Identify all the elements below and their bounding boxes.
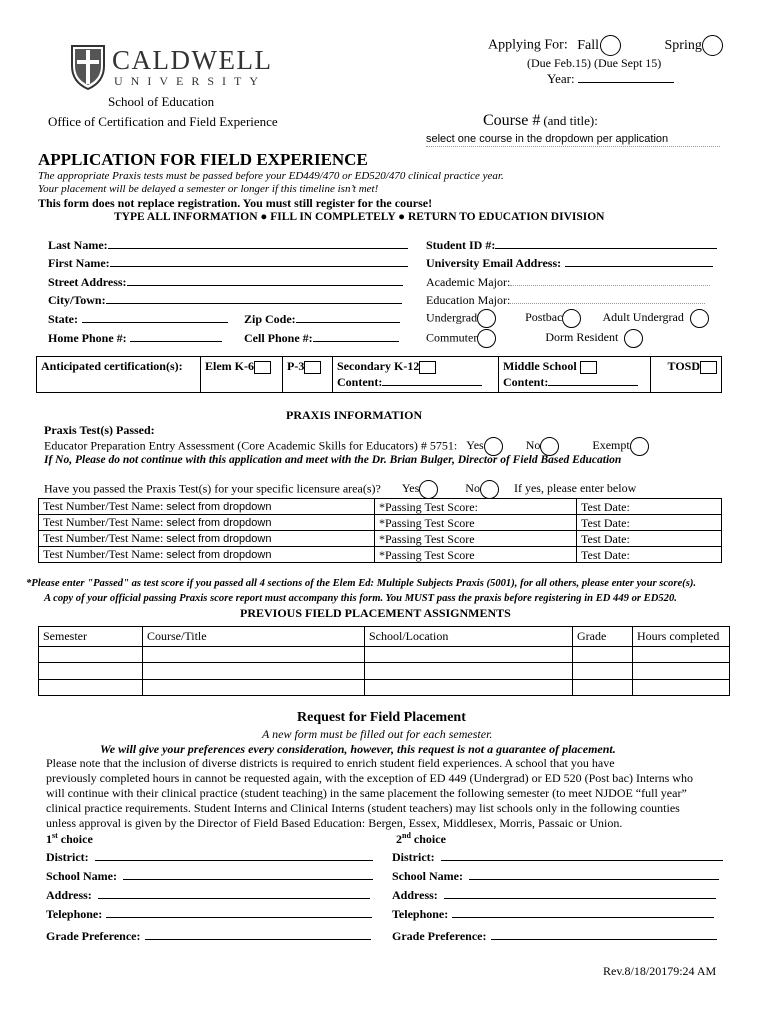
street-row — [48, 274, 403, 290]
city-field[interactable] — [106, 292, 402, 304]
test-name-cell — [39, 515, 375, 531]
state-row — [48, 311, 228, 327]
academic-major-row — [426, 274, 710, 290]
first-name-field[interactable] — [110, 255, 408, 267]
secondary-content-label: Content: — [337, 375, 383, 389]
second-choice-word: choice — [410, 832, 446, 846]
elem-label: Elem K-6 — [205, 359, 254, 373]
course-label-row — [483, 112, 598, 130]
cell[interactable] — [573, 680, 633, 696]
table-row — [39, 627, 730, 647]
school-2-label: School Name: — [392, 869, 463, 883]
education-major-label: Education Major: — [426, 293, 511, 307]
elem-checkbox[interactable] — [254, 361, 271, 374]
street-field[interactable] — [127, 274, 403, 286]
email-row — [426, 255, 713, 271]
test-name-dropdown[interactable]: select from dropdown — [166, 517, 272, 529]
praxis-note-1: *Please enter "Passed" as test score if you passed all 4 sections of the Elem Ed: Multiple Subjects Praxis (5001), for all others, please enter your score(s). — [26, 578, 697, 589]
adult-undergrad-label: Adult Undergrad — [602, 310, 684, 325]
licensure-yes-label: Yes — [401, 481, 420, 496]
request-sub-2: We will give your preferences every consideration, however, this request is not a guarantee of placement. — [100, 742, 616, 756]
table-row — [39, 547, 722, 563]
first-name-row — [48, 255, 408, 271]
cell-phone-row — [244, 330, 399, 346]
district-2-row — [392, 849, 723, 865]
entry-yes-label: Yes — [466, 438, 484, 453]
district-1-row — [46, 849, 373, 865]
state-field[interactable] — [82, 311, 228, 323]
request-para-2: previously completed hours in cannot be requested again, with the exception of ED 449 (Undergrad) or ED 520 (Post bac) Interns who — [46, 771, 693, 785]
email-label: University Email Address: — [426, 256, 562, 270]
column-header: Grade — [573, 627, 633, 647]
academic-major-dropdown[interactable] — [510, 274, 710, 286]
entry-assessment-label: Educator Preparation Entry Assessment (Core Academic Skills for Educators) # 5751: — [44, 438, 458, 453]
year-label: Year: — [547, 71, 575, 86]
intro-line-1: The appropriate Praxis tests must be passed before your ED449/470 or ED520/470 clinical practice year. — [38, 170, 504, 182]
table-row — [39, 515, 722, 531]
commuter-radio[interactable] — [477, 329, 496, 348]
test-name-dropdown[interactable]: select from dropdown — [166, 533, 272, 545]
second-choice-heading — [396, 831, 446, 847]
school-1-field[interactable] — [123, 868, 373, 880]
city-row — [48, 292, 402, 308]
grade-1-field[interactable] — [145, 928, 371, 940]
district-2-field[interactable] — [441, 849, 723, 861]
status-row — [426, 309, 709, 328]
district-1-field[interactable] — [95, 849, 373, 861]
first-choice-sup: st — [52, 831, 58, 840]
grade-2-field[interactable] — [491, 928, 717, 940]
telephone-1-label: Telephone: — [46, 907, 103, 921]
form-title: APPLICATION FOR FIELD EXPERIENCE — [38, 150, 368, 169]
course-label: Course # — [483, 112, 541, 129]
education-major-row — [426, 292, 705, 308]
course-label-suffix: (and title): — [543, 113, 598, 128]
entry-exempt-label: Exempt — [592, 438, 630, 453]
student-id-row — [426, 237, 717, 253]
dorm-resident-label: Dorm Resident — [545, 330, 619, 345]
spring-radio[interactable] — [702, 35, 723, 56]
school-2-field[interactable] — [469, 868, 719, 880]
logo-subtitle: UNIVERSITY — [114, 74, 266, 88]
home-phone-row — [48, 330, 222, 346]
adult-undergrad-radio[interactable] — [690, 309, 709, 328]
fall-label: Fall — [577, 37, 600, 53]
telephone-2-label: Telephone: — [392, 907, 449, 921]
school-2-row — [392, 868, 719, 884]
cell[interactable] — [143, 680, 365, 696]
last-name-row — [48, 237, 408, 253]
previous-heading: PREVIOUS FIELD PLACEMENT ASSIGNMENTS — [240, 606, 511, 620]
cell[interactable] — [573, 647, 633, 663]
test-date-cell[interactable]: Test Date: — [577, 515, 722, 531]
postbac-label: Postbac — [525, 310, 563, 325]
secondary-checkbox[interactable] — [419, 361, 436, 374]
first-choice-heading — [46, 831, 93, 847]
residence-row — [426, 329, 643, 348]
street-label: Street Address: — [48, 275, 127, 289]
column-header: Semester — [39, 627, 143, 647]
shield-icon — [70, 44, 106, 90]
licensure-yes-radio[interactable] — [419, 480, 438, 499]
cell[interactable] — [365, 663, 573, 680]
course-dropdown[interactable]: select one course in the dropdown per application — [426, 133, 720, 147]
entry-no-label: No — [525, 438, 541, 453]
test-name-label: Test Number/Test Name: — [43, 547, 164, 561]
cell[interactable] — [365, 647, 573, 663]
column-header: School/Location — [365, 627, 573, 647]
test-date-cell[interactable]: Test Date: — [577, 531, 722, 547]
cert-p3 — [283, 357, 333, 393]
table-row — [39, 680, 730, 696]
praxis-passed-label: Praxis Test(s) Passed: — [44, 423, 155, 437]
cert-middle — [499, 357, 651, 393]
request-para-1: Please note that the inclusion of diverse districts is required to enrich student field experiences. A school that you have — [46, 756, 615, 770]
address-1-label: Address: — [46, 888, 92, 902]
last-name-label: Last Name: — [48, 238, 108, 252]
university-logo — [70, 44, 280, 94]
address-2-row — [392, 887, 716, 903]
test-name-label: Test Number/Test Name: — [43, 531, 164, 545]
test-name-dropdown[interactable]: select from dropdown — [166, 549, 272, 561]
academic-major-label: Academic Major: — [426, 275, 511, 289]
school-name: School of Education — [108, 94, 215, 109]
cell[interactable] — [633, 680, 730, 696]
middle-checkbox[interactable] — [580, 361, 597, 374]
test-date-cell[interactable]: Test Date: — [577, 547, 722, 563]
fall-radio[interactable] — [600, 35, 621, 56]
secondary-content-field[interactable] — [382, 374, 482, 386]
cell[interactable] — [39, 647, 143, 663]
grade-2-label: Grade Preference: — [392, 929, 487, 943]
address-1-row — [46, 887, 370, 903]
telephone-2-field[interactable] — [452, 906, 714, 918]
student-id-field[interactable] — [495, 237, 717, 249]
middle-content-field[interactable] — [548, 374, 638, 386]
cell[interactable] — [39, 680, 143, 696]
cell[interactable] — [143, 647, 365, 663]
telephone-2-row — [392, 906, 714, 922]
zip-field[interactable] — [296, 311, 400, 323]
email-field[interactable] — [565, 255, 713, 267]
address-2-label: Address: — [392, 888, 438, 902]
undergrad-radio[interactable] — [477, 309, 496, 328]
school-1-label: School Name: — [46, 869, 117, 883]
address-1-field[interactable] — [98, 887, 370, 899]
table-row — [39, 499, 722, 515]
second-choice-num: 2 — [396, 832, 402, 846]
request-sub-1: A new form must be filled out for each semester. — [262, 727, 493, 741]
due-dates: (Due Feb.15) (Due Sept 15) — [527, 56, 662, 70]
licensure-question: Have you passed the Praxis Test(s) for your specific licensure area(s)? — [44, 481, 381, 496]
cell[interactable] — [39, 663, 143, 680]
office-name: Office of Certification and Field Experience — [48, 114, 278, 129]
test-name-dropdown[interactable]: select from dropdown — [166, 501, 272, 513]
request-para-3: will continue with their clinical practice (student teaching) in the same placement the following semester (to meet NJDOE “full year” — [46, 786, 687, 800]
table-row — [39, 531, 722, 547]
grade-2-row — [392, 928, 717, 944]
zip-label: Zip Code: — [244, 312, 296, 326]
entry-exempt-radio[interactable] — [630, 437, 649, 456]
zip-row — [244, 311, 400, 327]
column-header: Hours completed — [633, 627, 730, 647]
first-name-label: First Name: — [48, 256, 110, 270]
spring-label: Spring — [664, 37, 702, 53]
home-phone-label: Home Phone #: — [48, 331, 127, 345]
test-score-cell[interactable]: *Passing Test Score — [375, 515, 577, 531]
test-name-label: Test Number/Test Name: — [43, 515, 164, 529]
licensure-row — [44, 480, 636, 499]
secondary-label: Secondary K-12 — [337, 359, 420, 373]
cell[interactable] — [573, 663, 633, 680]
year-row — [547, 71, 674, 87]
postbac-radio[interactable] — [562, 309, 581, 328]
test-score-cell[interactable]: *Passing Test Score — [375, 547, 577, 563]
first-choice-num: 1 — [46, 832, 52, 846]
test-date-cell[interactable]: Test Date: — [577, 499, 722, 515]
praxis-heading: PRAXIS INFORMATION — [286, 408, 423, 422]
state-label: State: — [48, 312, 78, 326]
request-para-4: clinical practice requirements. Student Interns and Clinical Interns (student teachers) may list schools only in the following counties — [46, 801, 680, 815]
praxis-note-2: A copy of your official passing Praxis score report must accompany this form. You MUST pass the praxis before registering in ED 449 or ED520. — [44, 593, 677, 604]
tosd-label: TOSD — [667, 359, 700, 373]
undergrad-label: Undergrad — [426, 310, 478, 325]
school-1-row — [46, 868, 373, 884]
home-phone-field[interactable] — [130, 330, 222, 342]
middle-content-label: Content: — [503, 375, 549, 389]
cert-secondary — [333, 357, 499, 393]
test-score-cell[interactable]: *Passing Test Score: — [375, 499, 577, 515]
request-para-5: unless approval is given by the Director of Field Based Education: Bergen, Essex, Middlesex, Morris, Passaic or Union. — [46, 816, 623, 830]
cert-elem — [201, 357, 283, 393]
previous-placements-table — [38, 626, 730, 696]
request-heading: Request for Field Placement — [297, 710, 466, 725]
licensure-if-yes: If yes, please enter below — [513, 481, 637, 496]
cell[interactable] — [143, 663, 365, 680]
second-choice-sup: nd — [402, 831, 411, 840]
student-id-label: Student ID #: — [426, 238, 496, 252]
cell-phone-label: Cell Phone #: — [244, 331, 313, 345]
praxis-warning: If No, Please do not continue with this application and meet with the Dr. Brian Bulger, Director of Field Based Education — [44, 454, 622, 466]
cell[interactable] — [633, 647, 730, 663]
p3-label: P-3 — [287, 359, 305, 373]
test-score-cell[interactable]: *Passing Test Score — [375, 531, 577, 547]
last-name-field[interactable] — [108, 237, 408, 249]
intro-line-4: TYPE ALL INFORMATION ● FILL IN COMPLETELY ● RETURN TO EDUCATION DIVISION — [114, 211, 605, 223]
cell-phone-field[interactable] — [313, 330, 399, 342]
city-label: City/Town: — [48, 293, 106, 307]
cell[interactable] — [633, 663, 730, 680]
cert-tosd — [651, 357, 722, 393]
test-name-cell — [39, 531, 375, 547]
middle-label: Middle School — [503, 359, 577, 373]
applying-for-label: Applying For: — [488, 37, 568, 53]
certification-table — [36, 356, 722, 393]
test-name-cell — [39, 499, 375, 515]
licensure-no-radio[interactable] — [480, 480, 499, 499]
district-1-label: District: — [46, 850, 89, 864]
grade-1-label: Grade Preference: — [46, 929, 141, 943]
first-choice-word: choice — [57, 832, 93, 846]
intro-line-3: This form does not replace registration. You must still register for the course! — [38, 196, 433, 210]
tosd-checkbox[interactable] — [700, 361, 717, 374]
year-field[interactable] — [578, 71, 674, 83]
praxis-tests-table — [38, 498, 722, 563]
table-row — [39, 663, 730, 680]
district-2-label: District: — [392, 850, 435, 864]
licensure-no-label: No — [465, 481, 480, 496]
applying-for-row — [488, 35, 723, 56]
grade-1-row — [46, 928, 371, 944]
revision-stamp: Rev.8/18/20179:24 AM — [603, 964, 717, 978]
p3-checkbox[interactable] — [304, 361, 321, 374]
cell[interactable] — [365, 680, 573, 696]
logo-name: CALDWELL — [112, 45, 273, 75]
test-name-label: Test Number/Test Name: — [43, 499, 164, 513]
commuter-label: Commuter — [426, 330, 478, 345]
telephone-1-row — [46, 906, 372, 922]
test-name-cell — [39, 547, 375, 563]
dorm-resident-radio[interactable] — [624, 329, 643, 348]
intro-line-2: Your placement will be delayed a semester or longer if this timeline isn’t met! — [38, 183, 379, 195]
table-row — [39, 647, 730, 663]
education-major-dropdown[interactable] — [510, 292, 705, 304]
address-2-field[interactable] — [444, 887, 716, 899]
column-header: Course/Title — [143, 627, 365, 647]
cert-label: Anticipated certification(s): — [37, 357, 201, 393]
telephone-1-field[interactable] — [106, 906, 372, 918]
